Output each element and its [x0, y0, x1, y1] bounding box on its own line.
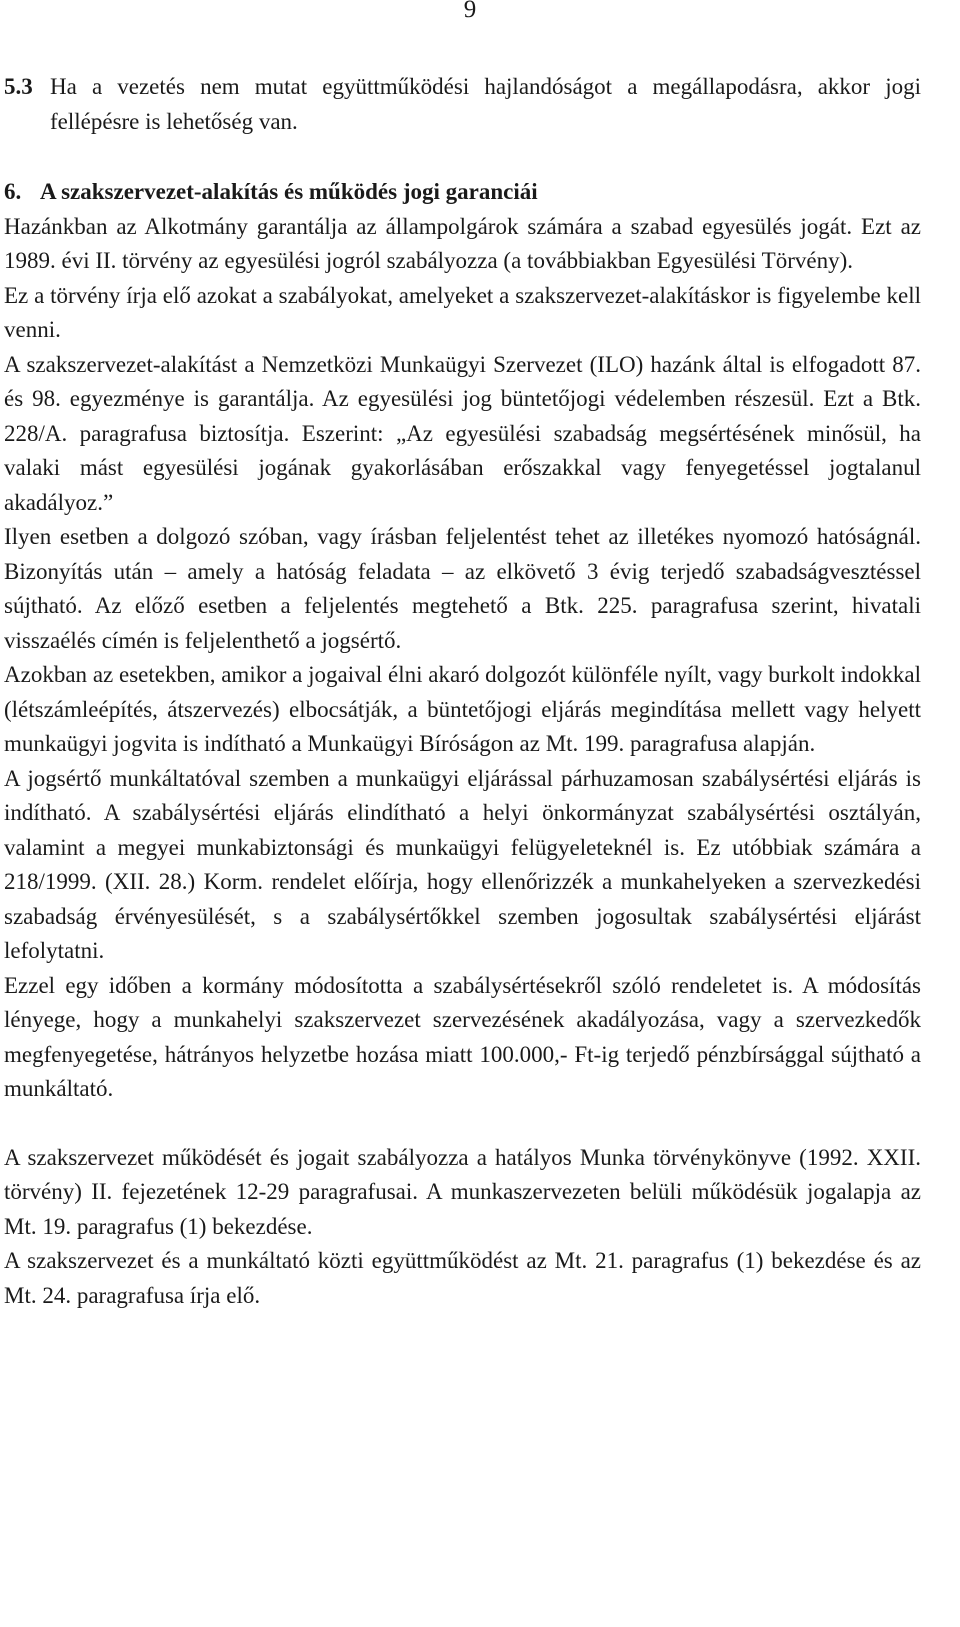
page-number: 9 — [463, 0, 477, 23]
paragraph-spacer — [4, 1107, 921, 1141]
section-number: 6. — [4, 179, 22, 204]
section-number: 5.3 — [4, 74, 33, 99]
paragraph: Hazánkban az Alkotmány garantálja az állampolgárok számára a szabad egyesülés jogát. Ezt az 1989. évi II. törvény az egyesülési jogról szabályozza (a továbbiakban Egyesülési Törvény). — [4, 213, 921, 273]
paragraph: A szakszervezet-alakítást a Nemzetközi Munkaügyi Szervezet (ILO) hazánk által is elfogadott 87. és 98. egyezménye is garantálja. Az egyesülési jog büntetőjogi védelemben részesül. Ezt a Btk. 228/A. paragrafusa biztosítja. Eszerint: „Az egyesülési szabadság megsértésének minősül, ha valaki mást egyesülési jogának gyakorlásában erőszakkal vagy fenyegetéssel jogtalanul akadályoz.” — [4, 351, 921, 515]
section-heading — [4, 175, 921, 210]
section-paragraph: Ha a vezetés nem mutat együttműködési hajlandóságot a megállapodásra, akkor jogi fellépésre is lehetőség van. — [50, 74, 921, 134]
paragraph: Ez a törvény írja elő azokat a szabályokat, amelyeket a szakszervezet-alakításkor is figyelembe kell venni. — [4, 282, 921, 342]
paragraph: Ilyen esetben a dolgozó szóban, vagy írásban feljelentést tehet az illetékes nyomozó hatóságnál. Bizonyítás után – amely a hatóság feladata – az elkövető 3 évig terjedő szabadságvesztéssel sújtható. Az előző esetben a feljelentés megtehető a Btk. 225. paragrafusa szerint, hivatali visszaélés címén is feljelenthető a jogsértő. — [4, 524, 921, 653]
paragraph: A szakszervezet és a munkáltató közti együttműködést az Mt. 21. paragrafus (1) bekezdése és az Mt. 24. paragrafusa írja elő. — [4, 1248, 921, 1308]
paragraph: A jogsértő munkáltatóval szemben a munkaügyi eljárással párhuzamosan szabálysértési eljárás is indítható. A szabálysértési eljárás elindítható a helyi önkormányzat szabálysértési osztályán, valamint a megyei munkabiztonsági és munkaügyi felügyeleteknél is. Ez utóbbiak számára a 218/1999. (XII. 28.) Korm. rendelet előírja, hogy ellenőrizzék a munkahelyeken a szervezkedési szabadság érvényesülését, s a szabálysértőkkel szemben jogosultak szabálysértési eljárást lefolytatni. — [4, 765, 921, 963]
paragraph: A szakszervezet működését és jogait szabályozza a hatályos Munka törvénykönyve (1992. XXII. törvény) II. fejezetének 12-29 paragrafusai. A munkaszervezeten belüli működésük jogalapja az Mt. 19. paragrafus (1) bekezdése. — [4, 1144, 921, 1239]
section-5-3 — [4, 70, 921, 139]
section-title: A szakszervezet-alakítás és működés jogi garanciái — [40, 179, 538, 204]
paragraph: Ezzel egy időben a kormány módosította a szabálysértésekről szóló rendeletet is. A módosítás lényege, hogy a munkahelyi szakszervezet szervezésének akadályozása, vagy a szervezkedők megfenyegetése, hátrányos helyzetbe hozása miatt 100.000,- Ft-ig terjedő pénzbírsággal sújtható a munkáltató. — [4, 972, 921, 1101]
document-body — [4, 70, 921, 1313]
paragraph: Azokban az esetekben, amikor a jogaival élni akaró dolgozót különféle nyílt, vagy burkolt indokkal (létszámleépítés, átszervezés) elbocsátják, a büntetőjogi eljárás megindítása mellett vagy helyett munkaügyi jogvita is indítható a Munkaügyi Bíróságon az Mt. 199. paragrafusa alapján. — [4, 662, 921, 756]
